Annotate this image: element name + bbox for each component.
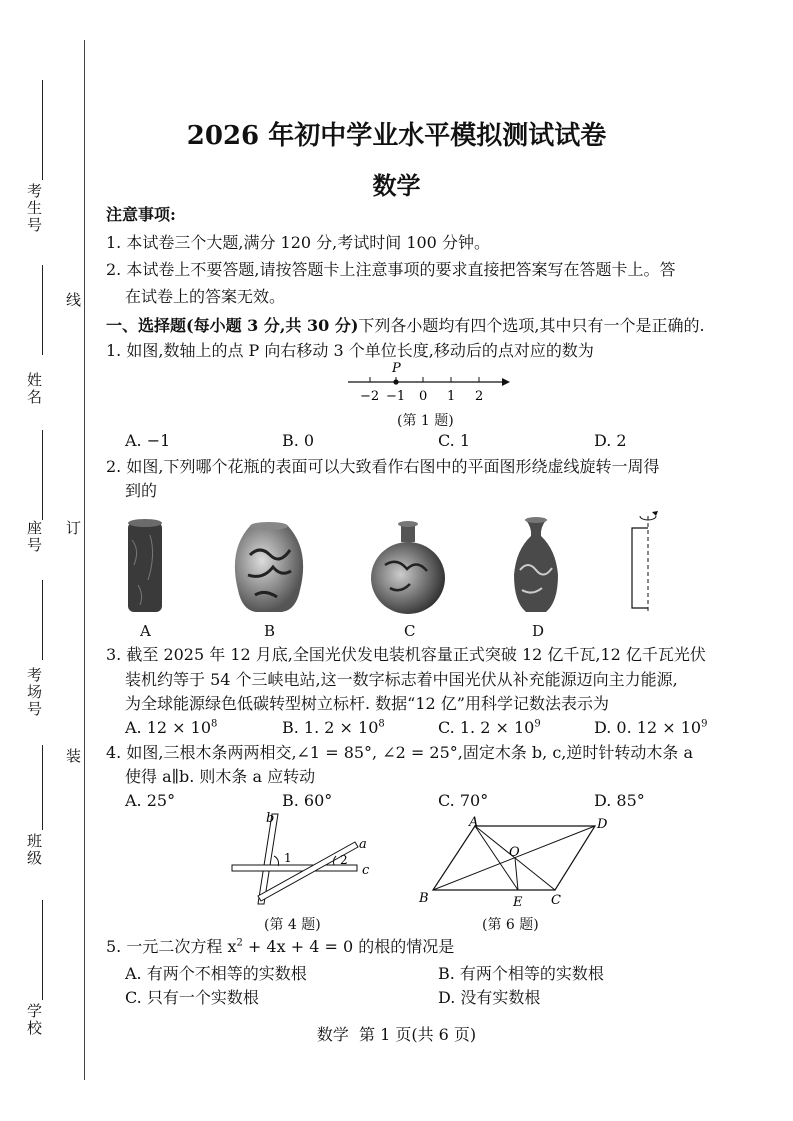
q3-option-d bbox=[594, 718, 707, 737]
q5-option-a: A. 有两个不相等的实数根 bbox=[125, 964, 307, 983]
field-name: 姓名 bbox=[25, 372, 43, 406]
tick-label-1: 1 bbox=[447, 389, 456, 404]
q1-option-b: B. 0 bbox=[282, 431, 315, 450]
section-1-desc: 下列各小题均有四个选项,其中只有一个是正确的. bbox=[358, 316, 705, 335]
vase-c-image bbox=[371, 521, 445, 614]
vase-d-label: D bbox=[532, 622, 545, 640]
point-e-label: E bbox=[513, 895, 523, 910]
vertex-d-label: D bbox=[597, 817, 608, 832]
q1-option-c: C. 1 bbox=[438, 431, 471, 450]
stick-a-label: a bbox=[359, 837, 367, 852]
q3-option-b-exp: 8 bbox=[378, 718, 385, 730]
vase-b-image bbox=[235, 522, 303, 612]
q3-option-c bbox=[438, 718, 541, 737]
q3-option-d-base: D. 0. 12 × 10 bbox=[594, 718, 702, 737]
point-o-label: O bbox=[509, 845, 520, 860]
q6-figure-caption: (第 6 题) bbox=[482, 917, 539, 933]
field-seat: 座号 bbox=[25, 520, 43, 554]
q3-option-a bbox=[125, 718, 217, 737]
notice-item-2: 2. 本试卷上不要答题,请按答题卡上注意事项的要求直接把答案写在答题卡上。答 bbox=[106, 260, 676, 279]
tick-label-minus1: −1 bbox=[386, 389, 406, 404]
section-1-header bbox=[106, 316, 705, 335]
vase-figures bbox=[110, 510, 680, 620]
tick-label-2: 2 bbox=[475, 389, 484, 404]
field-exam-room: 考场号 bbox=[25, 667, 43, 718]
field-class: 班级 bbox=[25, 833, 43, 867]
q5-option-b: B. 有两个相等的实数根 bbox=[438, 964, 604, 983]
q4-option-b: B. 60° bbox=[282, 791, 333, 810]
stick-c-label: c bbox=[362, 863, 370, 878]
vertex-c-label: C bbox=[551, 893, 561, 908]
stick-b-label: b bbox=[266, 811, 275, 826]
q1-stem: 1. 如图,数轴上的点 P 向右移动 3 个单位长度,移动后的点对应的数为 bbox=[106, 341, 594, 360]
q2-stem-line1: 2. 如图,下列哪个花瓶的表面可以大致看作右图中的平面图形绕虚线旋转一周得 bbox=[106, 457, 660, 476]
q3-line1: 3. 截至 2025 年 12 月底,全国光伏发电装机容量正式突破 12 亿千瓦,12 亿千瓦光伏 bbox=[106, 645, 706, 664]
q4-option-d: D. 85° bbox=[594, 791, 645, 810]
subject-title: 数学 bbox=[372, 171, 421, 200]
rotation-figure bbox=[632, 511, 658, 614]
q5-option-d: D. 没有实数根 bbox=[438, 988, 541, 1007]
q4-figure-caption: (第 4 题) bbox=[264, 917, 321, 933]
q5-stem-exp: 2 bbox=[236, 937, 243, 949]
cut-mark-staple: 订 bbox=[64, 520, 82, 537]
point-p-label: P bbox=[392, 361, 401, 376]
number-line-figure bbox=[340, 358, 510, 408]
cut-mark-line: 线 bbox=[64, 292, 82, 309]
q3-option-c-base: C. 1. 2 × 10 bbox=[438, 718, 535, 737]
field-line-3 bbox=[42, 430, 43, 520]
section-1-heading: 一、选择题(每小题 3 分,共 30 分) bbox=[106, 316, 359, 335]
stick-c bbox=[232, 865, 357, 871]
q3-option-d-exp: 9 bbox=[701, 718, 708, 730]
q3-line2: 装机约等于 54 个三峡电站,这一数字标志着中国光伏从补充能源迈向主力能源, bbox=[125, 670, 678, 689]
vase-c-label: C bbox=[404, 622, 416, 640]
vase-a-image bbox=[128, 519, 162, 612]
field-exam-number: 考生号 bbox=[25, 183, 43, 234]
q5-option-c: C. 只有一个实数根 bbox=[125, 988, 259, 1007]
q3-line3: 为全球能源绿色低碳转型树立标杆. 数据“12 亿”用科学记数法表示为 bbox=[125, 694, 609, 713]
q3-option-c-exp: 9 bbox=[534, 718, 541, 730]
vase-d-image bbox=[514, 517, 558, 612]
angle-1-label: 1 bbox=[284, 851, 292, 865]
field-line-5 bbox=[42, 745, 43, 830]
q5-stem bbox=[106, 937, 454, 956]
tick-label-minus2: −2 bbox=[360, 389, 380, 404]
q4-option-a: A. 25° bbox=[125, 791, 176, 810]
q4-figure bbox=[222, 808, 382, 908]
field-line-4 bbox=[42, 580, 43, 660]
point-p bbox=[393, 379, 398, 384]
q5-stem-pre: 5. 一元二次方程 x bbox=[106, 937, 237, 956]
page-footer: 数学 第 1 页(共 6 页) bbox=[316, 1025, 477, 1044]
q3-option-a-exp: 8 bbox=[211, 718, 218, 730]
field-line-6 bbox=[42, 900, 43, 1000]
q1-figure-caption: (第 1 题) bbox=[397, 413, 454, 429]
q3-option-b-base: B. 1. 2 × 10 bbox=[282, 718, 379, 737]
vertex-b-label: B bbox=[419, 891, 429, 906]
q1-option-d: D. 2 bbox=[594, 431, 627, 450]
q2-stem-line2: 到的 bbox=[125, 481, 158, 500]
exam-title: 2026 年初中学业水平模拟测试试卷 bbox=[186, 121, 607, 151]
q3-option-b bbox=[282, 718, 385, 737]
notice-item-2-cont: 在试卷上的答案无效。 bbox=[125, 287, 286, 306]
q1-option-a: A. −1 bbox=[125, 431, 171, 450]
tick-label-0: 0 bbox=[419, 389, 428, 404]
vertex-a-label: A bbox=[469, 815, 479, 830]
notice-heading: 注意事项: bbox=[106, 205, 176, 224]
notice-item-1: 1. 本试卷三个大题,满分 120 分,考试时间 100 分钟。 bbox=[106, 233, 490, 252]
vase-a-label: A bbox=[140, 622, 151, 640]
field-line-2 bbox=[42, 265, 43, 355]
vase-b-label: B bbox=[264, 622, 276, 640]
q4-line1: 4. 如图,三根木条两两相交,∠1 = 85°, ∠2 = 25°,固定木条 b, c,逆时针转动木条 a bbox=[106, 743, 694, 762]
q3-option-a-base: A. 12 × 10 bbox=[125, 718, 212, 737]
field-school: 学校 bbox=[25, 1003, 43, 1037]
q4-option-c: C. 70° bbox=[438, 791, 489, 810]
angle-2-label: 2 bbox=[340, 853, 348, 867]
q5-stem-post: + 4x + 4 = 0 的根的情况是 bbox=[242, 937, 455, 956]
q4-line2: 使得 a∥b. 则木条 a 应转动 bbox=[125, 767, 316, 786]
q6-figure bbox=[415, 814, 615, 914]
cut-mark-bind: 装 bbox=[64, 748, 82, 765]
